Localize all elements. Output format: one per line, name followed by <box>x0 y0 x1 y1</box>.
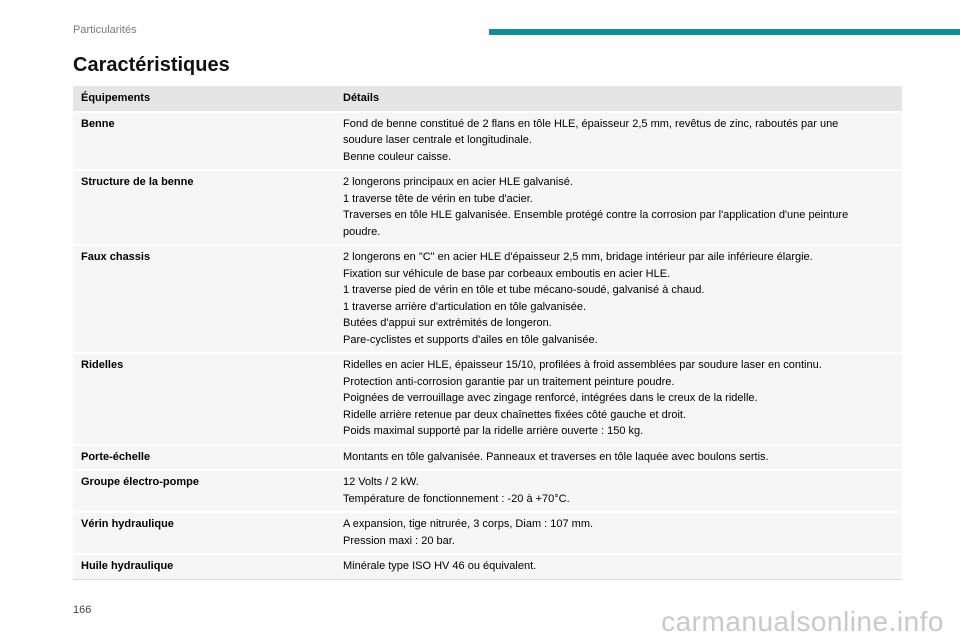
detail-line: poudre. <box>343 225 381 238</box>
table-row <box>73 170 902 245</box>
details-cell <box>335 512 902 554</box>
detail-line: Butées d'appui sur extrémités de longeron. <box>343 317 552 329</box>
detail-line: Poids maximal supporté par la ridelle arrière ouverte : 150 kg. <box>343 425 644 437</box>
equipment-cell: Structure de la benne <box>73 170 335 245</box>
equipment-cell: Vérin hydraulique <box>73 512 335 554</box>
details-cell <box>335 112 902 171</box>
table-row <box>73 353 902 445</box>
detail-line: Pare-cyclistes et supports d'ailes en tôle galvanisée. <box>343 333 598 346</box>
detail-line: Minérale type ISO HV 46 ou équivalent. <box>343 560 537 572</box>
detail-line: 2 longerons en "C" en acier HLE d'épaisseur 2,5 mm, bridage intérieur par aile inférieure élargie. <box>343 251 813 263</box>
detail-line: Température de fonctionnement : -20 à +70°C. <box>343 492 570 505</box>
table-body <box>73 112 902 580</box>
detail-line: 12 Volts / 2 kW. <box>343 476 419 488</box>
details-cell <box>335 353 902 445</box>
table-row <box>73 554 902 579</box>
detail-line: Pression maxi : 20 bar. <box>343 534 455 547</box>
watermark: carmanualsonline.info <box>661 606 944 637</box>
detail-line: Poignées de verrouillage avec zingage renforcé, intégrées dans le creux de la ridelle. <box>343 392 758 404</box>
detail-line: A expansion, tige nitrurée, 3 corps, Diam : 107 mm. <box>343 518 594 530</box>
detail-line: Fond de benne constitué de 2 flans en tôle HLE, épaisseur 2,5 mm, revêtus de zinc, raboutés par une <box>343 117 839 130</box>
section-label: Particularités <box>73 24 137 36</box>
equipment-cell: Groupe électro-pompe <box>73 470 335 512</box>
column-header-details: Détails <box>335 86 902 112</box>
detail-line: 1 traverse tête de vérin en tube d'acier. <box>343 192 533 205</box>
details-cell <box>335 445 902 471</box>
table-row <box>73 470 902 512</box>
detail-line: 1 traverse arrière d'articulation en tôle galvanisée. <box>343 300 587 313</box>
details-cell <box>335 554 902 579</box>
equipment-cell: Ridelles <box>73 353 335 445</box>
table-row <box>73 245 902 353</box>
detail-line: Ridelles en acier HLE, épaisseur 15/10, profilées à froid assemblées par soudure laser en continu. <box>343 359 822 371</box>
header-accent-bar <box>489 29 960 35</box>
table-header-row <box>73 86 902 112</box>
detail-line: Protection anti-corrosion garantie par un traitement peinture poudre. <box>343 375 675 388</box>
detail-line: soudure laser centrale et longitudinale. <box>343 134 532 146</box>
detail-line: 1 traverse pied de vérin en tôle et tube mécano-soudé, galvanisé à chaud. <box>343 284 705 296</box>
detail-line: Ridelle arrière retenue par deux chaînettes fixées côté gauche et droit. <box>343 408 687 421</box>
detail-line: Fixation sur véhicule de base par corbeaux emboutis en acier HLE. <box>343 267 671 280</box>
table-row <box>73 112 902 171</box>
detail-line: Montants en tôle galvanisée. Panneaux et traverses en tôle laquée avec boulons sertis. <box>343 450 769 463</box>
page-title: Caractéristiques <box>73 54 230 76</box>
detail-line: 2 longerons principaux en acier HLE galvanisé. <box>343 176 573 188</box>
specifications-table <box>73 86 902 580</box>
table-row <box>73 512 902 554</box>
details-cell <box>335 245 902 353</box>
table-row <box>73 445 902 471</box>
equipment-cell: Faux chassis <box>73 245 335 353</box>
details-cell <box>335 470 902 512</box>
page-number: 166 <box>73 604 92 616</box>
detail-line: Benne couleur caisse. <box>343 150 452 163</box>
equipment-cell: Porte-échelle <box>73 445 335 471</box>
details-cell <box>335 170 902 245</box>
equipment-cell: Huile hydraulique <box>73 554 335 579</box>
detail-line: Traverses en tôle HLE galvanisée. Ensemble protégé contre la corrosion par l'application d'une peinture <box>343 209 849 221</box>
equipment-cell: Benne <box>73 112 335 171</box>
column-header-equipment: Équipements <box>73 86 335 112</box>
